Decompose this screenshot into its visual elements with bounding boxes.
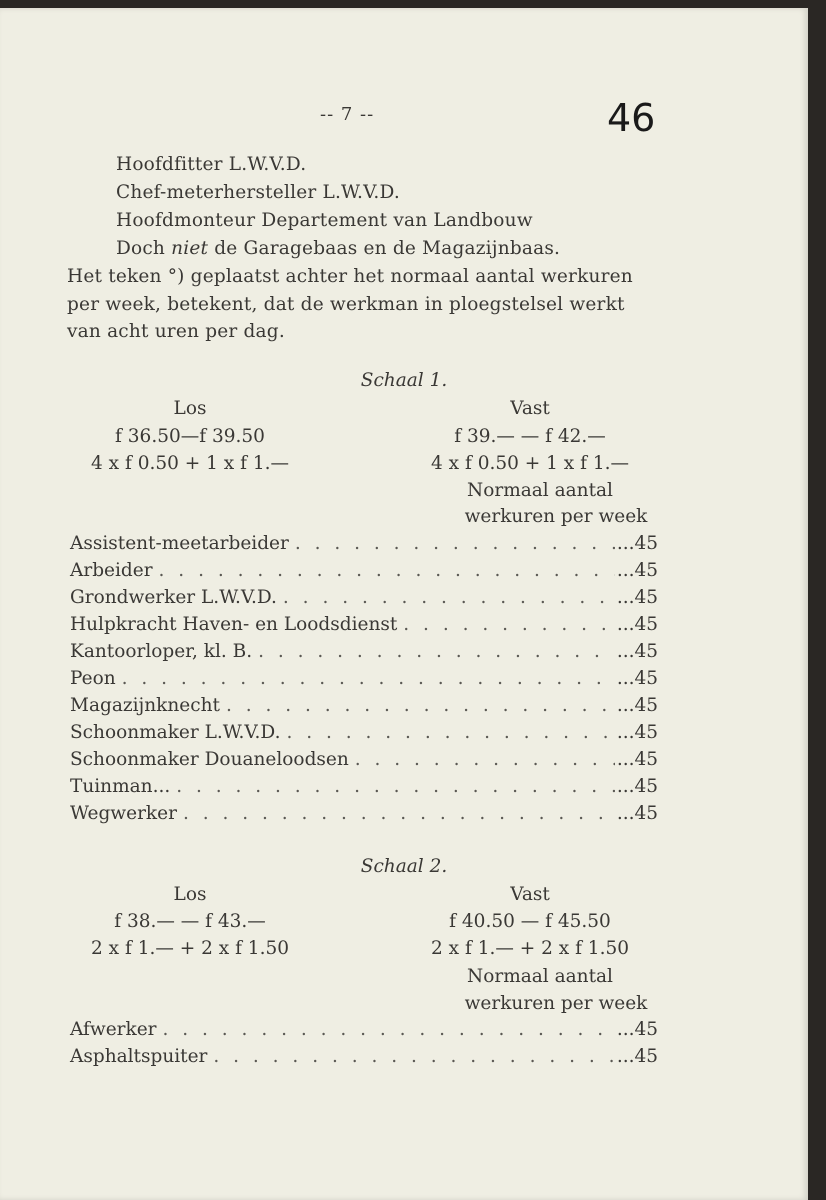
hours-value: ...45 — [616, 803, 658, 824]
table-row — [70, 717, 658, 743]
job-title: Hulpkracht Haven- en Loodsdienst — [70, 614, 398, 635]
dot-leader — [286, 722, 614, 743]
exception-emphasis: niet — [171, 238, 209, 259]
job-title: Schoonmaker Douaneloodsen — [70, 749, 349, 770]
los-steps: 4 x f 0.50 + 1 x f 1.— — [91, 453, 289, 474]
table-row — [70, 555, 658, 581]
job-title: Tuinman... — [70, 776, 171, 797]
intro-line: Hoofdmonteur Departement van Landbouw — [116, 210, 533, 231]
los-label: Los — [173, 884, 207, 905]
job-title: Grondwerker L.W.V.D. — [70, 587, 277, 608]
hours-header: Normaal aantal — [467, 480, 613, 501]
table-row — [70, 690, 658, 716]
dot-leader — [122, 668, 615, 689]
los-range: f 36.50—f 39.50 — [115, 426, 265, 447]
scale-title: Schaal 1. — [360, 370, 448, 391]
page-number: -- 7 -- — [320, 104, 375, 125]
document-page — [0, 8, 808, 1200]
hours-value: ...45 — [616, 587, 658, 608]
hours-value: ...45 — [616, 641, 658, 662]
intro-line: Chef-meterhersteller L.W.V.D. — [116, 182, 400, 203]
job-title: Schoonmaker L.W.V.D. — [70, 722, 281, 743]
exception-prefix: Doch — [116, 238, 166, 259]
los-steps: 2 x f 1.— + 2 x f 1.50 — [91, 938, 289, 959]
vast-steps: 2 x f 1.— + 2 x f 1.50 — [431, 938, 629, 959]
hours-value: ...45 — [616, 722, 658, 743]
vast-steps: 4 x f 0.50 + 1 x f 1.— — [431, 453, 629, 474]
table-row — [70, 609, 658, 635]
dot-leader — [183, 803, 615, 824]
table-row — [70, 663, 658, 689]
dot-leader — [403, 614, 615, 635]
exception-rest: de Garagebaas en de Magazijnbaas. — [214, 238, 561, 259]
exception-line — [116, 238, 560, 259]
table-row — [70, 636, 658, 662]
job-title: Assistent-meetarbeider — [70, 533, 289, 554]
los-label: Los — [173, 398, 207, 419]
dot-leader — [163, 1019, 615, 1040]
table-row — [70, 744, 658, 770]
dot-leader — [283, 587, 615, 608]
los-range: f 38.— — f 43.— — [114, 911, 266, 932]
hours-value: ...45 — [616, 1046, 658, 1067]
hours-value: ...45 — [616, 533, 658, 554]
table-row — [70, 582, 658, 608]
vast-label: Vast — [510, 884, 550, 905]
dot-leader — [295, 533, 615, 554]
dot-leader — [258, 641, 615, 662]
table-row — [70, 528, 658, 554]
table-row — [70, 1041, 658, 1067]
folio-number: 46 — [607, 96, 656, 140]
note-line: Het teken °) geplaatst achter het normaal aantal werkuren — [67, 266, 633, 287]
dot-leader — [213, 1046, 614, 1067]
job-title: Kantoorloper, kl. B. — [70, 641, 253, 662]
dot-leader — [176, 776, 615, 797]
job-title: Afwerker — [70, 1019, 157, 1040]
dot-leader — [355, 749, 615, 770]
note-line: per week, betekent, dat de werkman in ploegstelsel werkt — [67, 294, 625, 315]
intro-line: Hoofdfitter L.W.V.D. — [116, 154, 307, 175]
hours-value: ...45 — [616, 776, 658, 797]
scale-title: Schaal 2. — [360, 856, 448, 877]
hours-value: ...45 — [616, 614, 658, 635]
table-row — [70, 798, 658, 824]
hours-header: werkuren per week — [464, 993, 648, 1014]
hours-value: ...45 — [616, 749, 658, 770]
hours-value: ...45 — [616, 668, 658, 689]
vast-label: Vast — [510, 398, 550, 419]
dot-leader — [159, 560, 615, 581]
job-title: Peon — [70, 668, 116, 689]
job-title: Asphaltspuiter — [70, 1046, 208, 1067]
job-title: Arbeider — [70, 560, 153, 581]
note-line: van acht uren per dag. — [67, 321, 285, 342]
vast-range: f 40.50 — f 45.50 — [449, 911, 611, 932]
hours-value: ...45 — [616, 1019, 658, 1040]
table-row — [70, 1014, 658, 1040]
hours-value: ...45 — [616, 695, 658, 716]
hours-header: Normaal aantal — [467, 966, 613, 987]
table-row — [70, 771, 658, 797]
hours-value: ...45 — [616, 560, 658, 581]
job-title: Wegwerker — [70, 803, 177, 824]
hours-header: werkuren per week — [464, 506, 648, 527]
dot-leader — [226, 695, 615, 716]
vast-range: f 39.— — f 42.— — [454, 426, 606, 447]
job-title: Magazijnknecht — [70, 695, 220, 716]
